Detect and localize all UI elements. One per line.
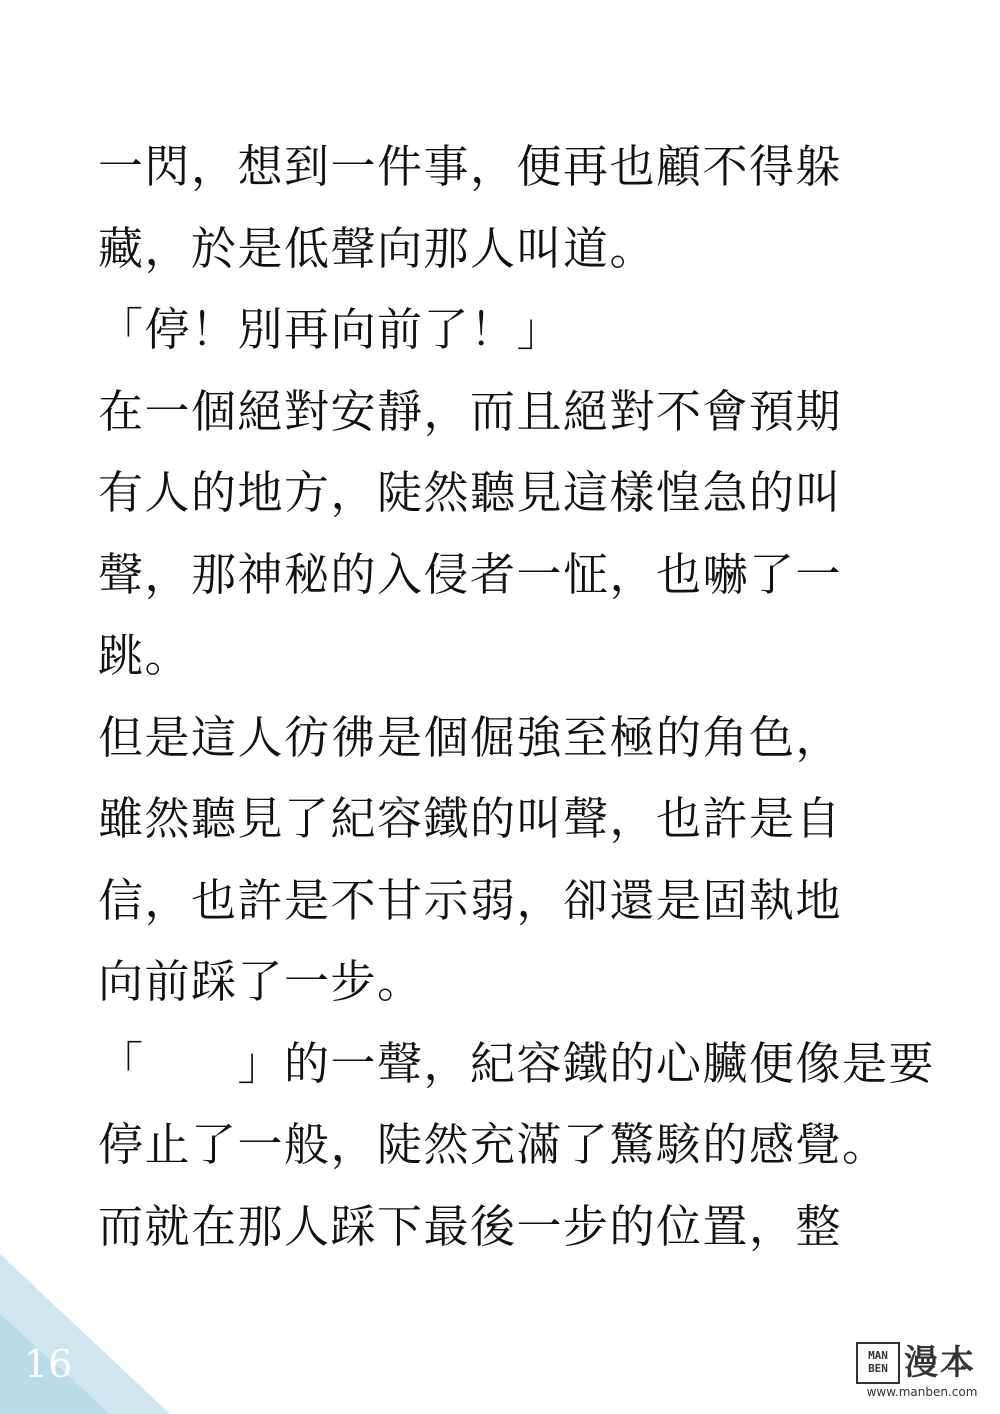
logo-name: 漫本 bbox=[904, 1343, 976, 1383]
logo-mark: MAN BEN bbox=[856, 1342, 900, 1384]
text-line: 雖然聽見了紀容鐵的叫聲，也許是自 bbox=[98, 792, 843, 845]
text-line: 「停！別再向前了！」 bbox=[98, 303, 564, 356]
text-line: 有人的地方，陡然聽見這樣惶急的叫 bbox=[98, 466, 843, 519]
text-line: 停止了一般，陡然充滿了驚駭的感覺。 bbox=[98, 1118, 889, 1171]
body-text bbox=[98, 126, 958, 1267]
site-logo bbox=[856, 1342, 988, 1400]
page-number: 16 bbox=[24, 1342, 73, 1386]
text-line: 藏，於是低聲向那人叫道。 bbox=[98, 221, 657, 275]
text-line: 在一個絕對安靜，而且絕對不會預期 bbox=[98, 384, 843, 438]
text-line: 信，也許是不甘示弱，卻還是固執地 bbox=[98, 873, 843, 927]
logo-url: www.manben.com bbox=[866, 1385, 978, 1399]
text-line: 聲，那神秘的入侵者一怔，也嚇了一 bbox=[98, 547, 843, 601]
text-line: 「 」的一聲，紀容鐵的心臟便像是要 bbox=[98, 1036, 936, 1090]
text-line: 向前踩了一步。 bbox=[98, 955, 424, 1008]
text-line: 而就在那人踩下最後一步的位置，整 bbox=[98, 1199, 843, 1253]
text-line: 一閃，想到一件事，便再也顧不得躲 bbox=[98, 140, 843, 193]
text-line: 但是這人彷彿是個倔強至極的角色， bbox=[98, 710, 843, 764]
text-line: 跳。 bbox=[98, 629, 192, 682]
corner-decoration bbox=[0, 1254, 170, 1414]
